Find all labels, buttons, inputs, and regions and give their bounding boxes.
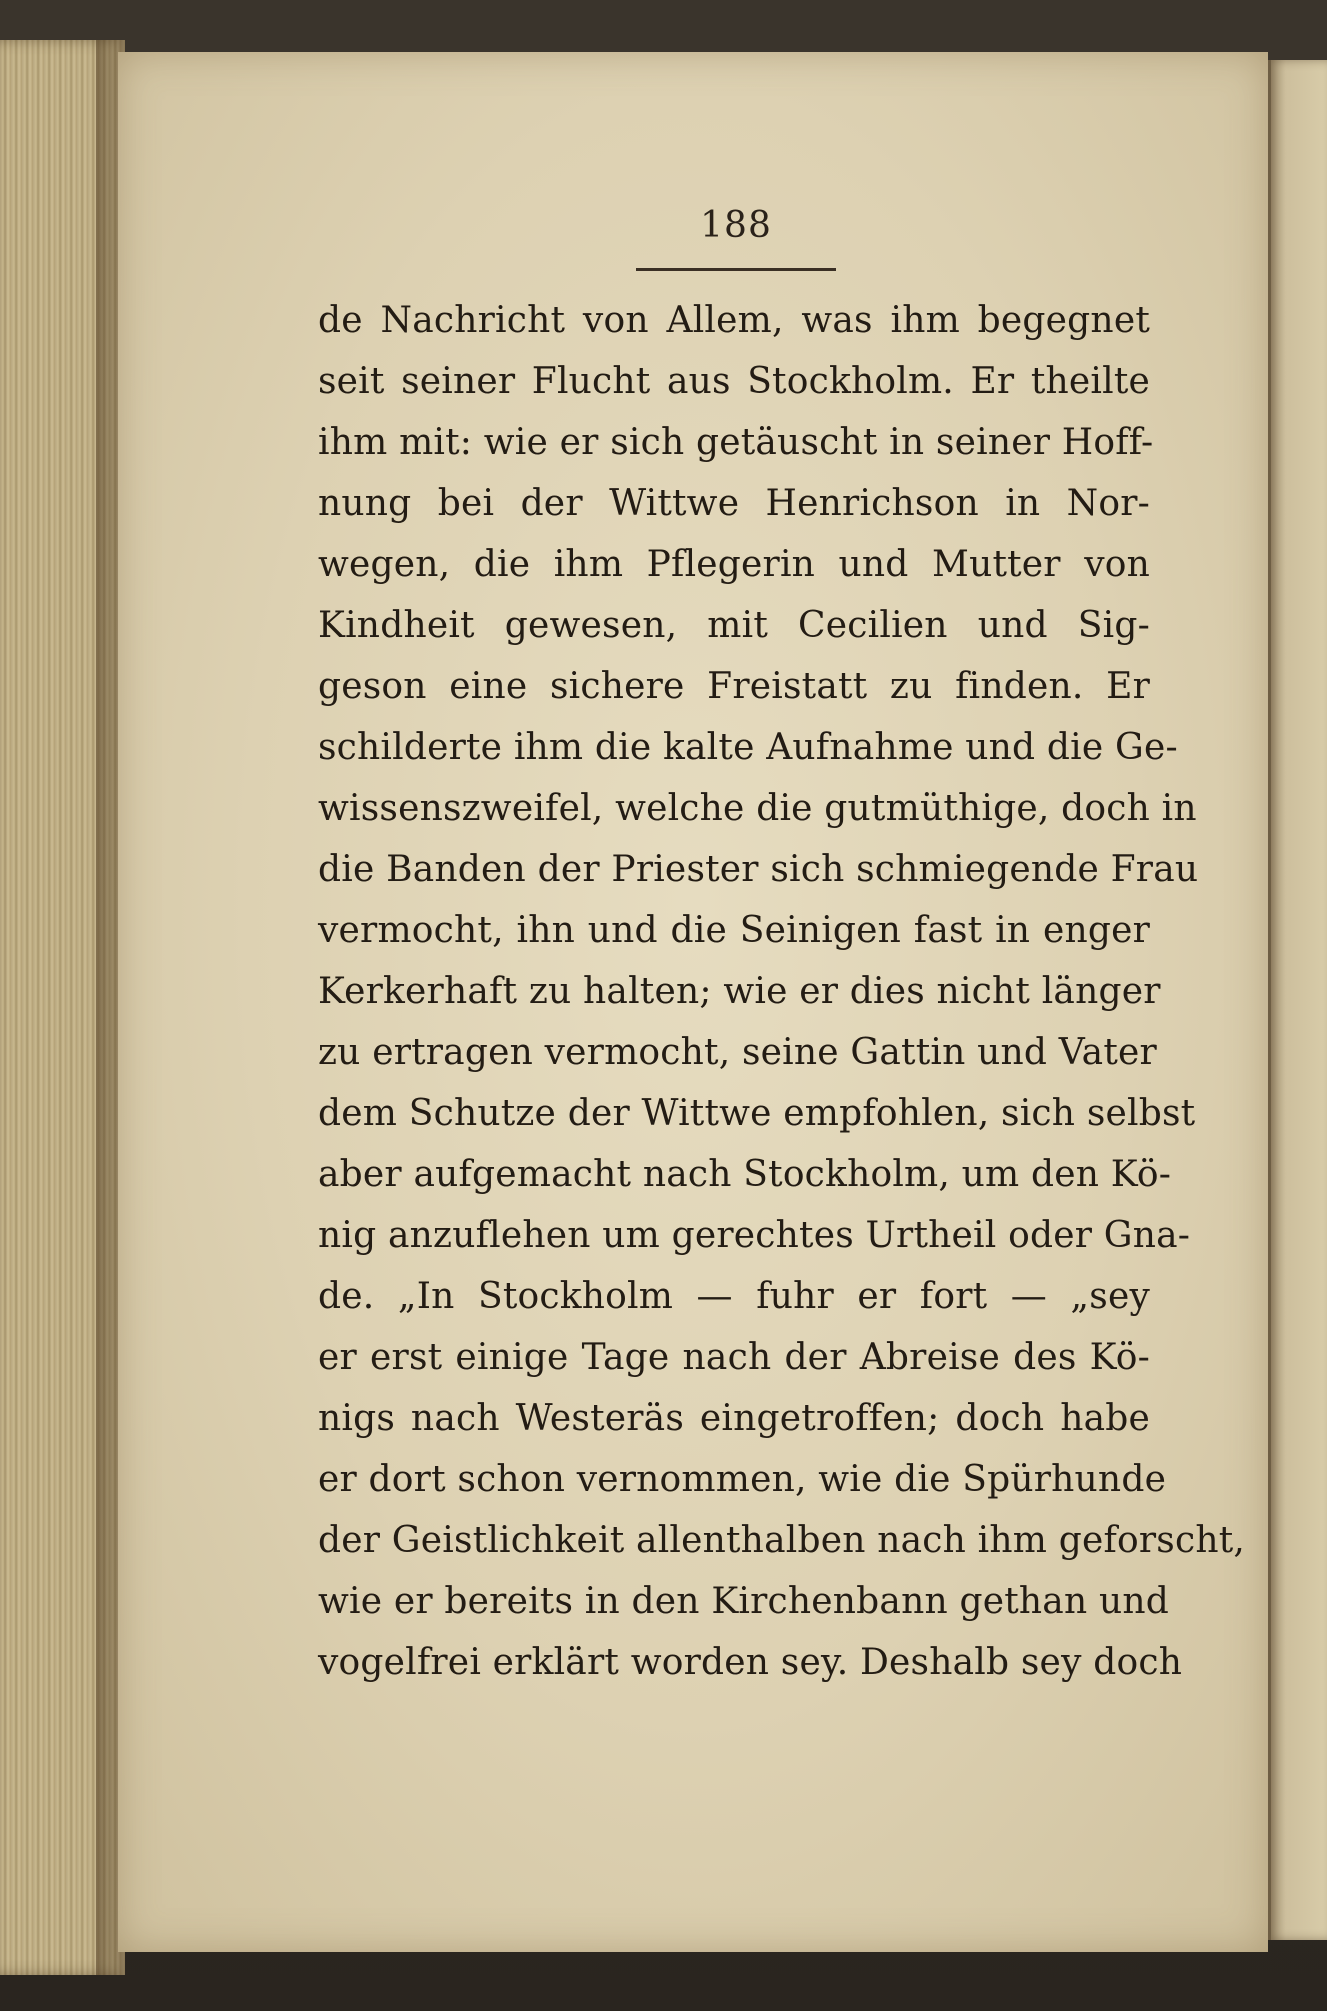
text-line: dem Schutze der Wittwe empfohlen, sich selbst xyxy=(318,1093,1196,1134)
text-line: ihm mit: wie er sich getäuscht in seiner Hoff- xyxy=(318,422,1154,463)
text-line: die Banden der Priester sich schmiegende Frau xyxy=(318,849,1199,890)
text-line: vermocht, ihn und die Seinigen fast in enger xyxy=(318,910,1150,951)
text-line: er erst einige Tage nach der Abreise des Kö- xyxy=(318,1337,1150,1378)
text-line: de. „In Stockholm — fuhr er fort — „sey xyxy=(318,1276,1150,1317)
text-line: nigs nach Westeräs eingetroffen; doch habe xyxy=(318,1398,1150,1439)
text-line: seit seiner Flucht aus Stockholm. Er theilte xyxy=(318,361,1150,402)
text-line: der Geistlichkeit allenthalben nach ihm geforscht, xyxy=(318,1520,1246,1561)
text-line: de Nachricht von Allem, was ihm begegnet xyxy=(318,300,1150,341)
facing-page-edge xyxy=(1268,60,1327,1940)
text-line: aber aufgemacht nach Stockholm, um den Kö- xyxy=(318,1154,1172,1195)
text-line: geson eine sichere Freistatt zu finden. Er xyxy=(318,666,1150,707)
text-line: nig anzuflehen um gerechtes Urtheil oder Gna- xyxy=(318,1215,1191,1256)
text-line: nung bei der Wittwe Henrichson in Nor- xyxy=(318,483,1150,524)
text-line: er dort schon vernommen, wie die Spürhunde xyxy=(318,1459,1167,1500)
text-line: wissenszweifel, welche die gutmüthige, doch in xyxy=(318,788,1197,829)
header-rule xyxy=(636,268,836,271)
text-line: zu ertragen vermocht, seine Gattin und Vater xyxy=(318,1032,1157,1073)
text-line: vogelfrei erklärt worden sey. Deshalb sey doch xyxy=(318,1642,1183,1683)
body-text xyxy=(318,290,1246,1693)
text-line: wegen, die ihm Pflegerin und Mutter von xyxy=(318,544,1150,585)
page-gutter xyxy=(1268,60,1271,1940)
page-number: 188 xyxy=(700,205,772,246)
text-line: wie er bereits in den Kirchenbann gethan und xyxy=(318,1581,1170,1622)
text-line: Kerkerhaft zu halten; wie er dies nicht länger xyxy=(318,971,1161,1012)
text-line: schilderte ihm die kalte Aufnahme und die Ge- xyxy=(318,727,1178,768)
text-line: Kindheit gewesen, mit Cecilien und Sig- xyxy=(318,605,1150,646)
